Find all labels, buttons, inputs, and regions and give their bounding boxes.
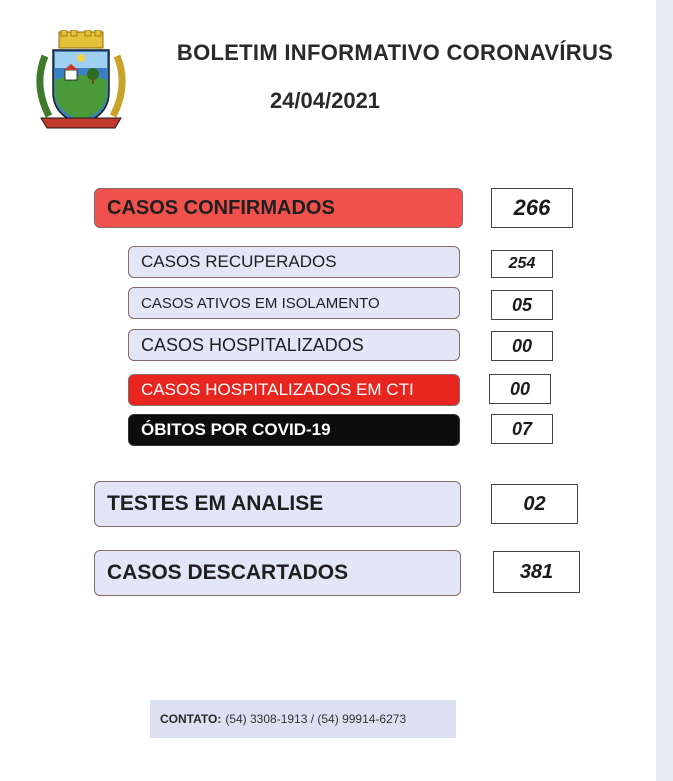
discarded-cases-label-text: CASOS DESCARTADOS (107, 561, 349, 584)
active-isolation-cases-label-text: CASOS ATIVOS EM ISOLAMENTO (141, 294, 380, 312)
contact-phones: (54) 3308-1913 / (54) 99914-6273 (225, 712, 407, 726)
confirmed-cases-label-text: CASOS CONFIRMADOS (107, 196, 335, 219)
deaths-value: 07 (491, 414, 553, 444)
municipal-coat-of-arms-icon (31, 30, 131, 136)
active-isolation-cases-label (128, 287, 460, 319)
recovered-cases-value: 254 (491, 250, 553, 278)
icu-hospitalized-cases-label-text: CASOS HOSPITALIZADOS EM CTI (141, 380, 414, 399)
tests-pending-label (94, 481, 461, 527)
tests-pending-value: 02 (491, 484, 578, 524)
deaths-label-text: ÓBITOS POR COVID-19 (141, 420, 331, 439)
contact-bar (150, 700, 456, 738)
recovered-cases-label-text: CASOS RECUPERADOS (141, 252, 337, 271)
deaths-label (128, 414, 460, 446)
hospitalized-cases-label-text: CASOS HOSPITALIZADOS (141, 334, 364, 355)
discarded-cases-value: 381 (493, 551, 580, 593)
contact-label: CONTATO: (160, 712, 222, 726)
bulletin-title: BOLETIM INFORMATIVO CORONAVÍRUS (176, 40, 614, 65)
page-side-margin (656, 0, 673, 781)
hospitalized-cases-label (128, 329, 460, 361)
confirmed-cases-label (94, 188, 463, 228)
recovered-cases-label (128, 246, 460, 278)
hospitalized-cases-value: 00 (491, 331, 553, 361)
icu-hospitalized-cases-value: 00 (489, 374, 551, 404)
discarded-cases-label (94, 550, 461, 596)
bulletin-date: 24/04/2021 (269, 88, 381, 113)
active-isolation-cases-value: 05 (491, 290, 553, 320)
icu-hospitalized-cases-label (128, 374, 460, 406)
confirmed-cases-value: 266 (491, 188, 573, 228)
tests-pending-label-text: TESTES EM ANALISE (107, 492, 324, 515)
